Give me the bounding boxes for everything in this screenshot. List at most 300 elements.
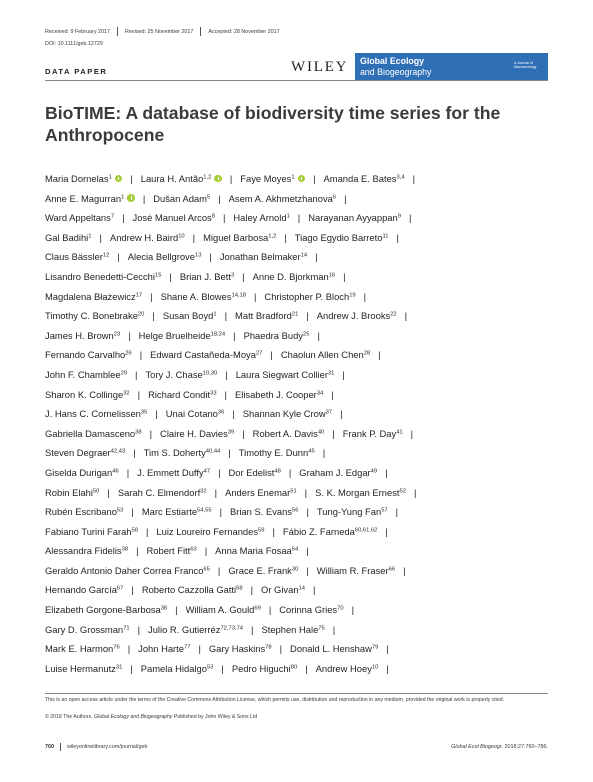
author-divider: | [410, 427, 414, 439]
author-name-text: James H. Brown [45, 329, 114, 341]
author-name-text: Roberto Cazzolla Gatti [141, 584, 237, 596]
author-name-text: Timothy C. Bonebrake [45, 310, 138, 322]
author-name[interactable] [45, 291, 142, 302]
author-name[interactable] [156, 526, 264, 537]
author-name-text: Phaedra Budy [243, 329, 303, 341]
author-name[interactable] [45, 310, 144, 321]
author-divider: | [130, 173, 133, 184]
author-name-text: Edward Castañeda-Moya [150, 349, 256, 361]
author-divider: | [385, 525, 388, 537]
author-divider: | [137, 623, 141, 635]
author-divider: | [169, 270, 172, 282]
author-divider: | [297, 212, 301, 224]
author-divider: | [130, 662, 133, 674]
author-name-text: Luise Hermanutz [45, 662, 116, 674]
author-name-text: Shannan Kyle Crow [242, 408, 326, 420]
doi-link[interactable]: DOI: 10.1111/geb.12729 [45, 41, 103, 47]
header-rule [45, 80, 548, 81]
orcid-icon[interactable] [115, 175, 123, 183]
author-line [45, 306, 550, 326]
author-divider: | [175, 604, 178, 616]
author-divider: | [135, 368, 138, 380]
author-divider: | [250, 584, 254, 596]
author-divider: | [107, 486, 110, 498]
affiliation-superscript: 63 [190, 546, 197, 553]
author-name-text: Stephen Hale [261, 623, 319, 635]
author-name-text: J. Emmett Duffy [137, 466, 204, 478]
author-divider: | [122, 212, 125, 224]
author-name-text: Julio R. Gutierréz [148, 623, 221, 635]
author-divider: | [137, 388, 141, 400]
author-name-text: Miguel Barbosa [203, 231, 269, 243]
author-divider: | [152, 310, 155, 322]
author-name[interactable] [235, 310, 298, 321]
affiliation-superscript: 1 [108, 174, 112, 181]
affiliation-superscript: 1 [286, 213, 290, 220]
author-divider: | [136, 545, 139, 557]
affiliation-superscript: 77 [184, 644, 191, 651]
author-line [45, 443, 550, 463]
affiliation-superscript: 6 [332, 194, 337, 200]
author-name[interactable] [161, 291, 246, 302]
author-name[interactable] [45, 349, 132, 360]
author-divider: | [131, 506, 134, 518]
journal-url[interactable]: wileyonlinelibrary.com/journal/geb [67, 744, 148, 750]
affiliation-superscript: 12 [102, 252, 110, 259]
author-divider: | [209, 251, 212, 263]
affiliation-superscript: 65 [203, 566, 210, 573]
author-name[interactable] [225, 487, 297, 498]
affiliation-superscript: 28 [363, 350, 371, 357]
affiliation-superscript: 29 [120, 370, 128, 377]
affiliation-superscript: 66 [388, 566, 396, 573]
author-name[interactable] [45, 565, 210, 576]
accepted-date: Accepted: 28 November 2017 [208, 28, 280, 35]
author-divider: | [218, 466, 221, 478]
copyright-prefix: © 2018 The Authors. [45, 714, 95, 720]
author-name[interactable] [45, 487, 99, 498]
author-name-text: Grace E. Frank [228, 564, 292, 576]
author-name-text: Magdalena Błażewicz [45, 290, 136, 302]
author-name[interactable] [45, 408, 147, 419]
author-name[interactable] [279, 604, 343, 615]
author-name[interactable] [253, 271, 336, 282]
author-name-text: Ward Appeltans [45, 212, 111, 224]
author-name-text: Giselda Durigan [45, 466, 113, 478]
orcid-icon[interactable] [298, 175, 306, 183]
author-name-text: Pamela Hidalgo [140, 662, 207, 674]
affiliation-superscript: 8 [211, 213, 215, 220]
author-name[interactable] [145, 369, 217, 380]
author-name[interactable] [133, 212, 215, 223]
author-name[interactable] [343, 428, 403, 439]
author-divider: | [224, 310, 228, 322]
affiliation-superscript: 11 [382, 233, 389, 240]
affiliation-superscript: 35 [140, 409, 148, 416]
affiliation-superscript: 21 [291, 311, 299, 318]
divider [117, 27, 118, 36]
author-divider: | [331, 388, 334, 400]
author-divider: | [306, 545, 309, 557]
author-divider: | [385, 466, 388, 478]
section-label: DATA PAPER [45, 67, 108, 76]
author-divider: | [305, 662, 308, 674]
author-name[interactable] [45, 212, 114, 223]
author-divider: | [126, 466, 130, 478]
author-divider: | [242, 427, 245, 439]
author-name-text: J. Hans C. Cornelissen [45, 408, 141, 420]
author-name-text: Christopher P. Bloch [264, 290, 350, 302]
author-name-text: Chaolun Allen Chen [280, 349, 364, 361]
journal-tagline: A Journal of Macroecology [514, 61, 537, 70]
author-name[interactable] [229, 467, 281, 478]
author-name[interactable] [45, 232, 92, 243]
affiliation-superscript: 78 [265, 644, 272, 651]
author-name[interactable] [299, 467, 377, 478]
author-name-text: Andrew H. Baird [109, 231, 179, 243]
affiliation-superscript: 25 [302, 331, 310, 338]
author-name-text: Elisabeth J. Cooper [234, 388, 317, 400]
affiliation-superscript: 14,18 [231, 291, 246, 298]
page-footer [45, 743, 548, 751]
author-name[interactable] [240, 173, 305, 184]
author-divider: | [142, 192, 146, 204]
author-line [45, 502, 550, 522]
author-name[interactable] [45, 330, 120, 341]
journal-name-line2: and Biogeography [360, 67, 432, 77]
author-name-text: Graham J. Edgar [299, 466, 371, 478]
author-name-text: Corinna Gries [279, 604, 338, 616]
author-name[interactable] [153, 193, 210, 204]
author-name-text: Jonathan Belmaker [219, 251, 301, 263]
author-divider: | [304, 486, 308, 498]
citation-journal: Global Ecol Biogeogr. [451, 744, 504, 750]
author-divider: | [313, 584, 316, 596]
author-name-text: Anne E. Magurran [45, 192, 122, 204]
author-divider: | [340, 408, 343, 420]
author-name[interactable] [137, 467, 210, 478]
author-name[interactable] [160, 428, 234, 439]
author-name[interactable] [148, 389, 216, 400]
affiliation-superscript: 30 [291, 566, 299, 573]
author-name-text: Gabriella Damasceno [45, 427, 136, 439]
author-name[interactable] [228, 565, 298, 576]
author-name-text: Pedro Higuchi [231, 662, 291, 674]
author-divider: | [386, 662, 389, 674]
author-name-text: Asem A. Akhmetzhanova [228, 192, 333, 204]
article-history [45, 27, 280, 36]
affiliation-superscript: 47 [203, 468, 211, 475]
author-name[interactable] [142, 584, 243, 595]
author-name[interactable] [141, 173, 222, 184]
author-name[interactable] [45, 271, 161, 282]
author-name[interactable] [315, 487, 406, 498]
author-name-text: Alecia Bellgrove [127, 251, 195, 263]
author-name-text: S. K. Morgan Ernest [315, 486, 400, 498]
affiliation-superscript: 16 [328, 272, 336, 279]
author-name[interactable] [128, 251, 202, 262]
affiliation-superscript: 70 [337, 605, 344, 612]
author-divider: | [139, 349, 143, 361]
affiliation-superscript: 26 [125, 350, 132, 357]
author-name-text: Anders Enemar [225, 486, 291, 498]
affiliation-superscript: 71 [123, 625, 130, 632]
author-name[interactable] [229, 193, 336, 204]
author-divider: | [131, 584, 134, 596]
affiliation-superscript: 53 [116, 507, 124, 514]
author-name[interactable] [235, 389, 323, 400]
author-line [45, 541, 550, 561]
author-name-text: Gary Haskins [208, 643, 266, 655]
author-divider: | [378, 349, 381, 361]
author-divider: | [233, 329, 236, 341]
author-line [45, 267, 550, 287]
author-line [45, 385, 550, 405]
author-line [45, 189, 550, 209]
author-name[interactable] [253, 428, 325, 439]
author-name[interactable] [316, 663, 379, 674]
author-name-text: Maria Dornelas [45, 173, 109, 184]
affiliation-superscript: 52 [399, 487, 406, 494]
author-name[interactable] [45, 447, 125, 458]
author-name-text: Laura H. Antão [140, 173, 204, 184]
affiliation-superscript: 68 [236, 585, 243, 592]
revised-date: Revised: 25 November 2017 [125, 28, 194, 35]
affiliation-superscript: 41 [396, 429, 403, 436]
author-name-text: Anna Maria Fosaa [215, 545, 292, 557]
author-name[interactable] [317, 506, 388, 517]
author-name-text: John F. Chamblee [45, 368, 121, 380]
author-divider: | [408, 212, 412, 224]
author-name[interactable] [264, 291, 355, 302]
author-name[interactable] [45, 467, 119, 478]
affiliation-superscript: 1 [88, 233, 92, 240]
author-name[interactable] [239, 447, 315, 458]
author-name[interactable] [147, 545, 197, 556]
author-name-text: Haley Arnold [233, 212, 287, 224]
author-line [45, 247, 550, 267]
affiliation-superscript: 17 [135, 291, 143, 298]
author-name[interactable] [45, 624, 130, 635]
author-name[interactable] [45, 251, 109, 262]
author-name-text: Steven Degraer [45, 447, 111, 459]
affiliation-superscript: 20 [137, 311, 145, 318]
affiliation-superscript: 57 [381, 507, 388, 514]
affiliation-superscript: 1,2 [268, 233, 277, 240]
author-divider: | [272, 525, 275, 537]
author-divider: | [218, 192, 221, 204]
affiliation-superscript: 31 [327, 370, 335, 377]
affiliation-superscript: 45 [308, 448, 315, 455]
author-divider: | [279, 643, 283, 655]
affiliation-superscript: 75 [318, 625, 325, 632]
author-name[interactable] [45, 193, 135, 204]
author-name[interactable] [283, 526, 378, 537]
author-name-text: Laura Siegwart Collier [235, 368, 328, 380]
author-name-text: Gary D. Grossman [45, 623, 124, 635]
author-name-text: Amanda E. Bates [323, 173, 397, 184]
citation [451, 744, 548, 750]
author-line [45, 522, 550, 542]
affiliation-superscript: 15 [154, 272, 162, 279]
orcid-icon[interactable] [127, 194, 135, 202]
affiliation-superscript: 59 [258, 527, 265, 534]
author-name[interactable] [118, 487, 207, 498]
author-name-text: Lisandro Benedetti-Cecchi [45, 270, 155, 282]
author-name[interactable] [215, 545, 298, 556]
author-divider: | [198, 643, 201, 655]
author-name[interactable] [110, 232, 185, 243]
author-divider: | [251, 623, 254, 635]
orcid-icon[interactable] [214, 175, 222, 183]
author-name-text: Andrew J. Brooks [316, 310, 391, 322]
author-divider: | [150, 290, 153, 302]
author-divider: | [306, 564, 309, 576]
author-name[interactable] [261, 584, 305, 595]
author-name-text: Unai Cotano [165, 408, 218, 420]
author-divider: | [306, 310, 309, 322]
author-name-text: Faye Moyes [240, 173, 292, 184]
affiliation-superscript: 67 [116, 585, 124, 592]
author-name[interactable] [203, 232, 276, 243]
article-title: BioTIME: A database of biodiversity time series for the Anthropocene [45, 103, 501, 145]
author-name[interactable] [295, 232, 389, 243]
author-name-text: Susan Boyd [162, 310, 214, 322]
author-name-text: Luiz Loureiro Fernandes [156, 525, 259, 537]
author-divider: | [306, 506, 309, 518]
citation-details: 2018;27:760–786. [503, 744, 548, 750]
affiliation-superscript: 5 [206, 194, 211, 200]
journal-banner [355, 53, 548, 80]
author-line [45, 639, 550, 659]
author-name[interactable] [163, 310, 217, 321]
author-name-text: Claire H. Davies [160, 427, 228, 439]
author-divider: | [344, 192, 347, 204]
author-line [45, 600, 550, 620]
author-name[interactable] [45, 506, 123, 517]
author-name[interactable] [261, 624, 324, 635]
author-name[interactable] [139, 330, 225, 341]
author-divider: | [396, 231, 399, 243]
author-name-text: Robert A. Davis [252, 427, 318, 439]
author-line [45, 483, 550, 503]
affiliation-superscript: 3,4 [396, 174, 405, 181]
author-name[interactable] [243, 408, 332, 419]
page-number: 760 [45, 744, 54, 750]
author-name[interactable] [142, 506, 212, 517]
author-divider: | [99, 231, 102, 243]
affiliation-superscript: 80 [290, 664, 298, 671]
author-name[interactable] [186, 604, 261, 615]
author-divider: | [204, 545, 208, 557]
copyright-suffix: Published by John Wiley & Sons Ltd [172, 714, 258, 720]
author-name[interactable] [232, 663, 297, 674]
author-name[interactable] [230, 506, 298, 517]
author-name-text: Or Givan [261, 584, 299, 596]
author-divider: | [145, 525, 149, 537]
author-name-text: Fábio Z. Farneda [282, 525, 355, 537]
author-name[interactable] [166, 408, 225, 419]
author-name-text: Dušan Adam [153, 192, 207, 204]
author-name[interactable] [144, 447, 221, 458]
author-name[interactable] [244, 330, 310, 341]
author-name[interactable] [45, 526, 138, 537]
affiliation-superscript: 53 [206, 664, 214, 671]
affiliation-superscript: 69 [254, 605, 261, 612]
author-name[interactable] [138, 643, 190, 654]
author-name[interactable] [317, 310, 397, 321]
author-name-text: Fabiano Turini Farah [45, 525, 132, 537]
author-name[interactable] [45, 643, 120, 654]
affiliation-superscript: 79 [371, 644, 379, 651]
author-name[interactable] [148, 624, 243, 635]
author-line [45, 404, 550, 424]
author-name-text: Brian S. Evans [230, 506, 293, 518]
author-divider: | [217, 564, 221, 576]
author-name[interactable] [220, 251, 307, 262]
author-line [45, 326, 550, 346]
affiliation-superscript: 10 [178, 233, 185, 240]
affiliation-superscript: 64 [291, 546, 299, 553]
author-name[interactable] [233, 212, 289, 223]
affiliation-superscript: 48 [274, 468, 281, 475]
affiliation-superscript: 7 [110, 213, 115, 220]
author-name[interactable] [45, 604, 167, 615]
author-name[interactable] [45, 663, 122, 674]
author-name[interactable] [45, 389, 130, 400]
affiliation-superscript: 1 [291, 174, 295, 181]
author-name[interactable] [150, 349, 262, 360]
author-name[interactable] [141, 663, 214, 674]
author-divider: | [395, 506, 399, 518]
author-name[interactable] [324, 173, 405, 184]
author-list [45, 169, 550, 678]
license-notice: This is an open access article under the terms of the Creative Commons Attribution License, which permits use, distribution and reproduction in any medium, provided the original work is properly cited. [45, 697, 505, 703]
author-name-text: Claus Bässler [45, 251, 103, 263]
author-line [45, 424, 550, 444]
author-name[interactable] [290, 643, 378, 654]
author-name-text: Matt Bradford [235, 310, 292, 322]
author-name[interactable] [45, 584, 123, 595]
affiliation-superscript: 42,43 [110, 448, 126, 455]
author-name-text: José Manuel Arcos [132, 212, 212, 224]
author-name[interactable] [236, 369, 335, 380]
author-name[interactable] [308, 212, 401, 223]
author-name[interactable] [45, 173, 122, 184]
affiliation-superscript: 36 [217, 409, 225, 416]
author-name[interactable] [45, 369, 127, 380]
affiliation-superscript: 46 [112, 468, 119, 475]
author-name[interactable] [180, 271, 234, 282]
author-name[interactable] [317, 565, 395, 576]
author-divider: | [149, 427, 153, 439]
author-divider: | [403, 564, 406, 576]
author-name[interactable] [45, 545, 128, 556]
affiliation-superscript: 1,2 [203, 174, 212, 181]
divider [60, 743, 61, 751]
author-name[interactable] [45, 428, 142, 439]
author-divider: | [228, 447, 231, 459]
author-name[interactable] [281, 349, 370, 360]
author-line [45, 169, 550, 189]
author-divider: | [117, 251, 120, 263]
publisher-logo: WILEY [291, 59, 349, 75]
author-name[interactable] [209, 643, 272, 654]
author-name-text: Tung-Yung Fan [316, 506, 382, 518]
affiliation-superscript: 3 [230, 272, 235, 279]
author-divider: | [224, 388, 227, 400]
affiliation-superscript: 1 [121, 194, 125, 200]
